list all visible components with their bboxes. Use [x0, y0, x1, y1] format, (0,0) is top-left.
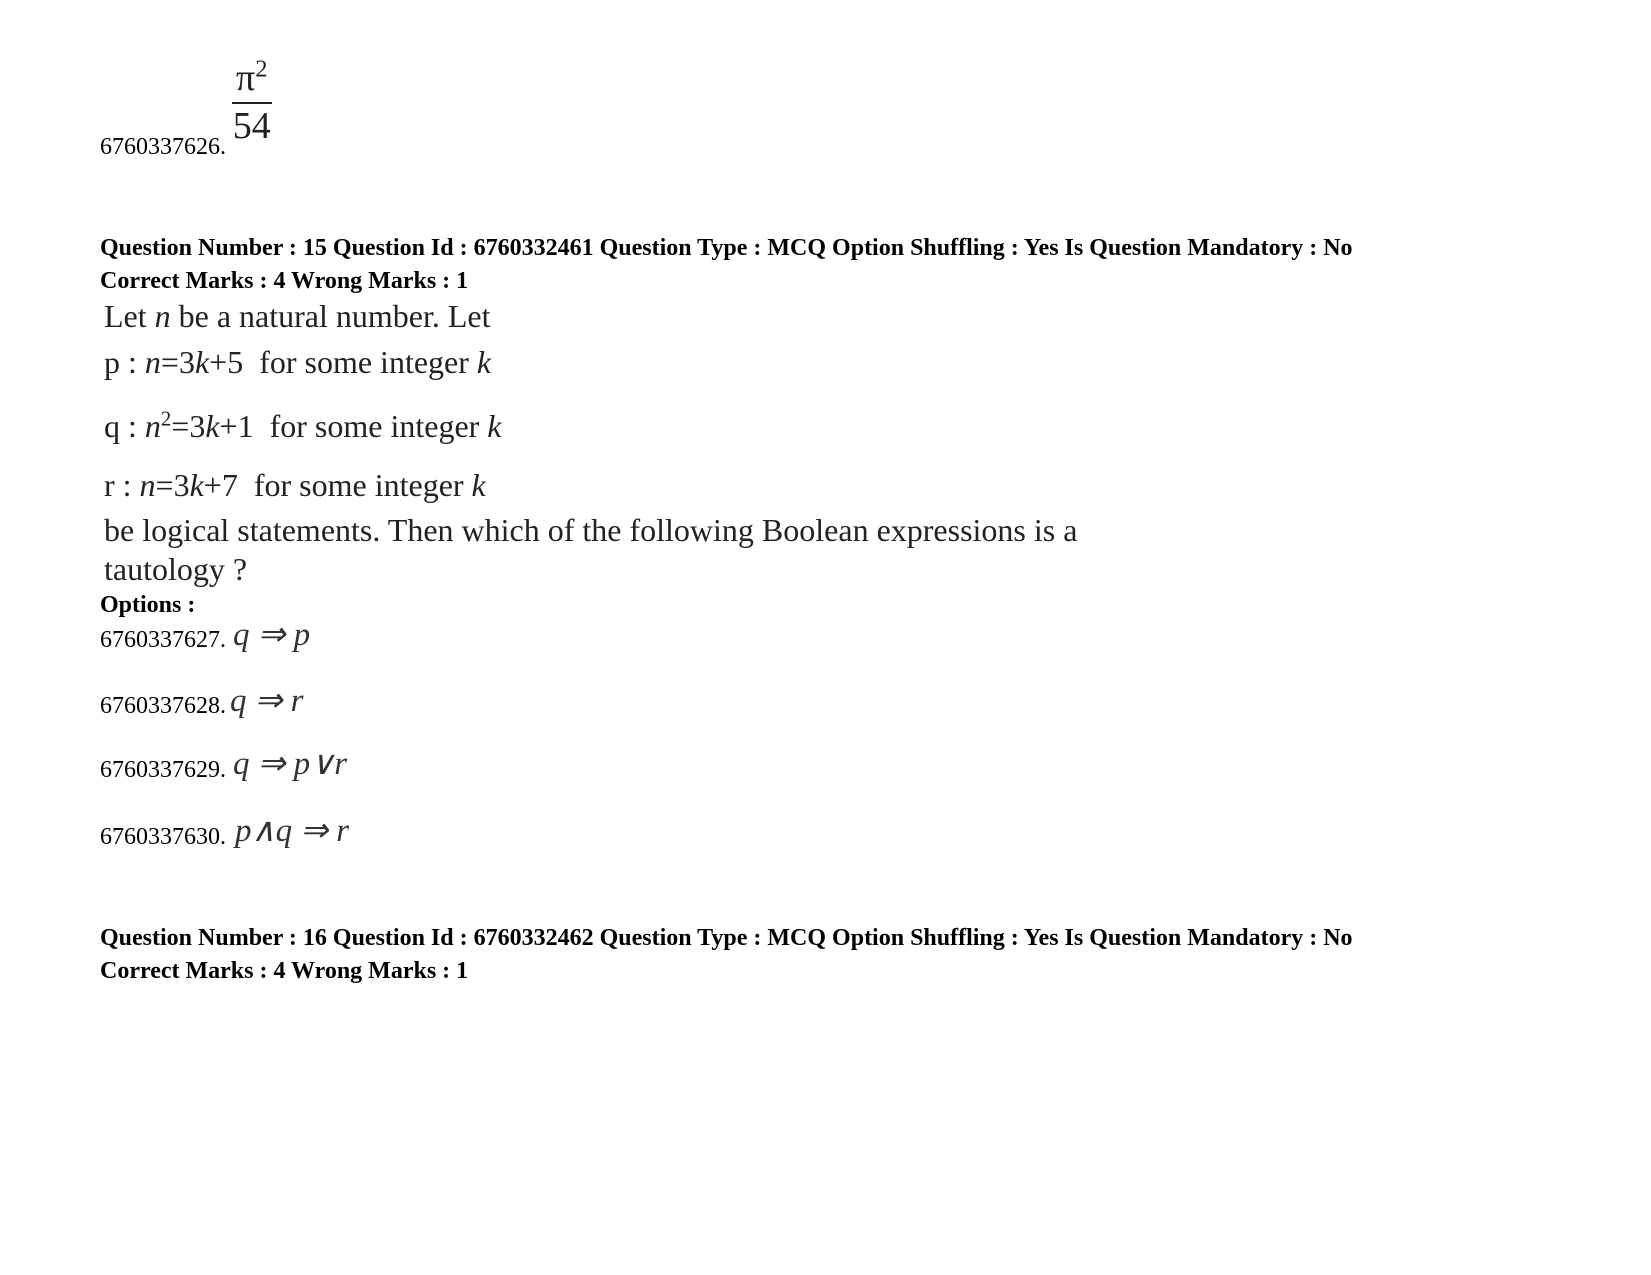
fraction-numerator: $\pi^2$ [232, 58, 272, 104]
question-intro: Let n be a natural number. Let [104, 298, 491, 334]
statement-q: q : $n^2=3k+1$ for some integer k [104, 407, 502, 444]
fraction-option [232, 55, 272, 148]
option-expression: q ⇒ p∨r [233, 746, 348, 782]
option-id: 6760337628. [100, 693, 226, 719]
option-id: 6760337626. [100, 134, 226, 160]
option-id: 6760337630. [100, 824, 226, 850]
question-16-meta: Question Number : 16 Question Id : 6760332462 Question Type : MCQ Option Shuffling : Yes Is Question Mandatory : No [100, 925, 1353, 951]
question-16-marks: Correct Marks : 4 Wrong Marks : 1 [100, 958, 469, 984]
statement-r: r : n=3k+7 for some integer k [104, 467, 486, 503]
option-id: 6760337629. [100, 757, 226, 783]
question-conclusion-line1: be logical statements. Then which of the following Boolean expressions is a [104, 512, 1078, 548]
question-conclusion-line2: tautology ? [104, 551, 248, 587]
option-expression: q ⇒ p [233, 617, 311, 653]
question-15-meta: Question Number : 15 Question Id : 6760332461 Question Type : MCQ Option Shuffling : Yes Is Question Mandatory : No [100, 235, 1353, 261]
options-label: Options : [100, 592, 196, 618]
statement-p: p : n=3k+5 for some integer k [104, 344, 492, 380]
option-id: 6760337627. [100, 627, 226, 653]
fraction-denominator: 54 [232, 104, 271, 147]
option-expression: p∧q ⇒ r [235, 813, 350, 849]
question-15-marks: Correct Marks : 4 Wrong Marks : 1 [100, 268, 469, 294]
option-expression: q ⇒ r [230, 683, 304, 719]
